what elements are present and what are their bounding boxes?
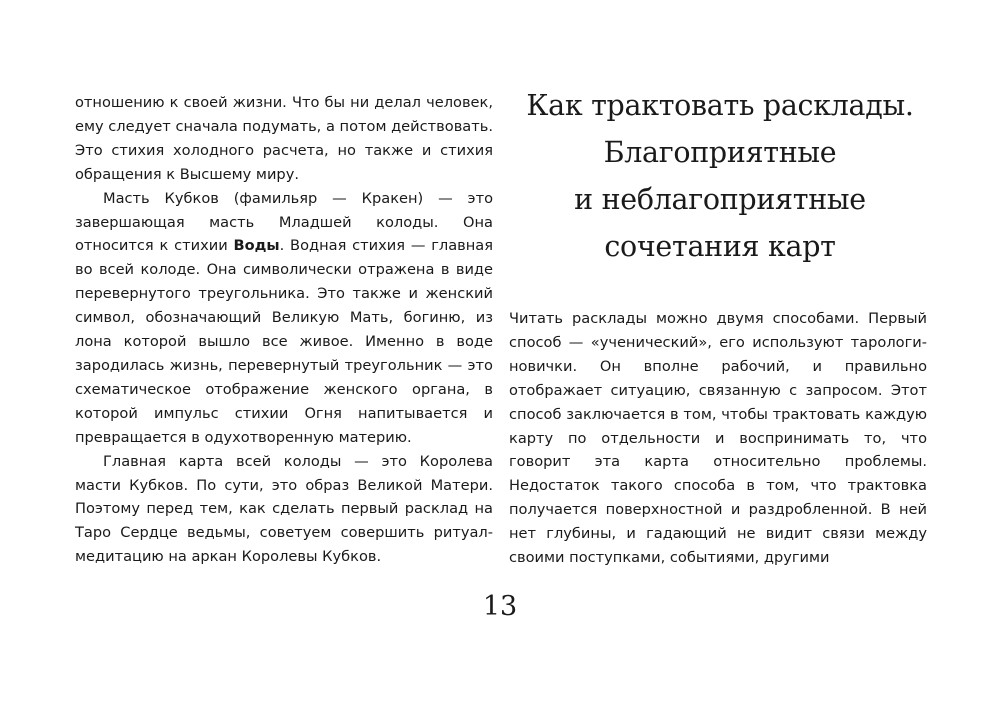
chapter-title-line: и неблагоприятные: [574, 183, 866, 216]
paragraph-continuation: отношению к своей жизни. Что бы ни делал человек, ему следует сначала подумать, а потом действовать. Это стихия холодного расчета, но также и стихия обращения к Высшему миру.: [75, 94, 493, 183]
left-column: [75, 91, 493, 569]
paragraph-text: Масть Кубков (фамильяр — Кракен) — это завершающая масть Младшей колоды. Она относится к стихии: [75, 189, 493, 255]
right-column: [509, 307, 927, 570]
paragraph-queen-of-cups: Главная карта всей колоды — это Королева масти Кубков. По сути, это образ Великой Матери. Поэтому перед тем, как сделать первый расклад на Таро Сердце ведьмы, советуем совершить ритуал-медитацию на аркан Королевы Кубков.: [75, 452, 493, 566]
chapter-title: [505, 82, 935, 270]
chapter-title-line: Как трактовать расклады.: [526, 89, 914, 122]
chapter-title-line: Благоприятные: [603, 136, 837, 169]
emphasis-water: Воды: [233, 237, 280, 255]
page-number: 13: [482, 591, 518, 622]
paragraph-suit-of-cups: [75, 187, 493, 450]
paragraph-text: . Водная стихия — главная во всей колоде. Она символически отражена в виде перевернутого треугольника. Это также и женский символ, обозначающий Великую Мать, богиню, из лона которой вышло все живое. Именно в воде зародилась жизнь, перевернутый треугольник — это схематическое отображение женского органа, в которой импульс стихии Огня напитывается и превращается в одухотворенную материю.: [75, 237, 494, 446]
paragraph-reading-methods: Читать расклады можно двумя способами. Первый способ — «ученический», его используют тарологи-новички. Он вполне рабочий, и правильно отображает ситуацию, связанную с запросом. Этот способ заключается в том, чтобы трактовать каждую карту по отдельности и воспринимать то, что говорит эта карта относительно проблемы. Недостаток такого способа в том, что трактовка получается поверхностной и раздробленной. В ней нет глубины, и гадающий не видит связи между своими поступками, событиями, другими: [509, 310, 927, 567]
chapter-title-line: сочетания карт: [604, 230, 836, 263]
